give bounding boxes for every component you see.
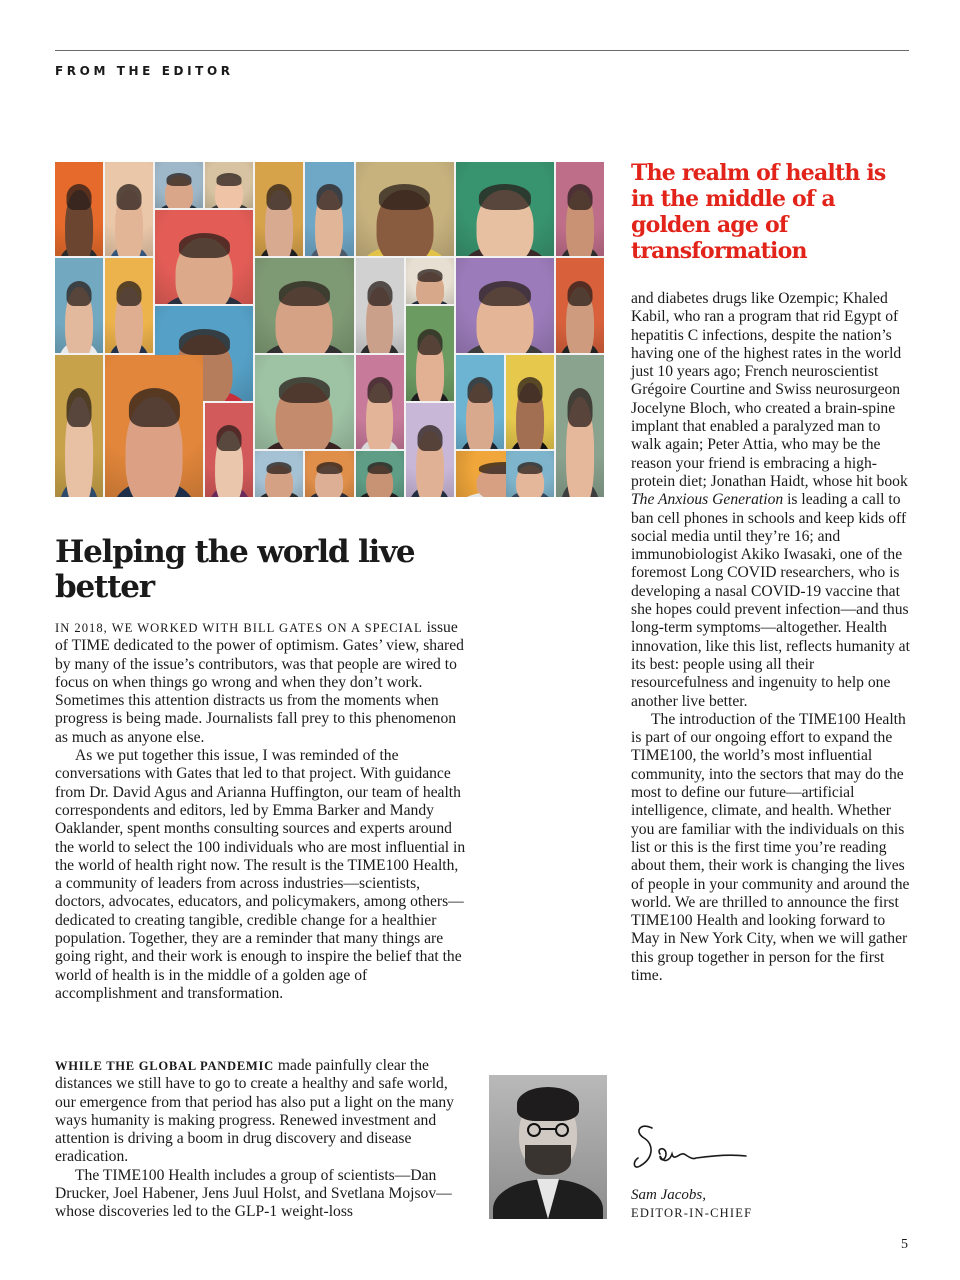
- left-column-bottom: [55, 1057, 467, 1222]
- paragraph-6: The introduction of the TIME100 Health is part of our ongoing effort to expand the TIME100, the world’s most influential community, into the sectors that may do the most to define our future—artificial intelligence, climate, and health. Whether you are familiar with the individuals on this list or this is the first time you’re reading about them, their work is changing the lives of people in your community and around the world. We are thrilled to announce the first TIME100 Health and looking forward to May in New York City, when we will gather this group together in person for the first time.: [631, 710, 910, 984]
- portrait-face: [516, 383, 544, 449]
- collage-portrait: [506, 355, 554, 449]
- editor-portrait: [489, 1075, 607, 1219]
- page-number: 5: [901, 1237, 908, 1252]
- collage-portrait: [155, 210, 253, 304]
- portrait-face: [516, 465, 544, 497]
- collage-portrait: [356, 162, 454, 256]
- portrait-face: [566, 397, 594, 497]
- portrait-face: [376, 190, 433, 256]
- glasses-icon: [523, 1123, 573, 1137]
- collage-portrait: [456, 162, 554, 256]
- portrait-face: [215, 431, 243, 497]
- portrait-face: [316, 465, 344, 497]
- lead-in: IN 2018, WE WORKED WITH BILL GATES ON A SPECIAL: [55, 621, 423, 635]
- portrait-face: [115, 287, 143, 353]
- collage-portrait: [356, 258, 404, 352]
- paragraph-5: [631, 290, 913, 711]
- collage-portrait: [456, 258, 554, 352]
- portrait-face: [65, 397, 93, 497]
- portrait-face: [265, 190, 293, 256]
- portrait-face: [566, 287, 594, 353]
- collage-portrait: [406, 258, 454, 304]
- portrait-face: [416, 335, 444, 401]
- portrait-face: [215, 176, 243, 208]
- collage-portrait: [105, 355, 203, 497]
- collage-portrait: [255, 355, 353, 449]
- collage-portrait: [155, 162, 203, 208]
- portrait-face: [115, 190, 143, 256]
- lead-in-2: WHILE THE GLOBAL PANDEMIC: [55, 1059, 274, 1073]
- article-headline: Helping the world live better: [55, 534, 415, 605]
- collage-portrait: [456, 355, 504, 449]
- portrait-face: [366, 287, 394, 353]
- paragraph-4: The TIME100 Health includes a group of scientists—Dan Drucker, Joel Habener, Jens Juul Holst, and Svetlana Mojsov—whose discoveries led to the GLP-1 weight-loss: [55, 1166, 452, 1221]
- paragraph-5-text-a: and diabetes drugs like Ozempic; Khaled Kabil, who ran a program that rid Egypt of hepatitis C infections, despite the nation’s having one of the highest rates in the world just 10 years ago; French neuroscientist Grégoire Courtine and Swiss neurosurgeon Jocelyne Bloch, who created a brain-spine implant that enabled a paralyzed man to walk again; Peter Attia, who may be the reason your friend is embracing a high-protein diet; Jonathan Haidt, whose hit book: [631, 290, 908, 490]
- collage-portrait: [205, 403, 253, 497]
- collage-portrait: [305, 451, 353, 497]
- portrait-face: [276, 383, 333, 449]
- collage-portrait: [506, 451, 554, 497]
- paragraph-5-text-b: is leading a call to ban cell phones in schools and keep kids off social media until they’re 16; and immunobiologist Akiko Iwasaki, one of the foremost Long COVID researchers, who is developing a nasal COVID-19 vaccine that she hopes could prevent infection—and thus long-term symptoms—altogether. Health innovation, like this list, reflects humanity at its best: people using all their resourcefulness and ingenuity to help one another live better.: [631, 491, 910, 710]
- portrait-face: [416, 272, 444, 304]
- portrait-face: [466, 383, 494, 449]
- portrait-face: [65, 190, 93, 256]
- signature-icon: [630, 1118, 750, 1178]
- collage-portrait: [356, 355, 404, 449]
- left-column-top: [55, 619, 467, 1003]
- paragraph-1: [55, 619, 467, 747]
- paragraph-3-text: made painfully clear the distances we still have to go to create a healthy and safe world, our emergence from that period has also put a light on the many ways humanity is making progress. Renewed investment and attention is driving a boom in drug discovery and disease eradication.: [55, 1057, 454, 1166]
- header-rule: [55, 50, 909, 51]
- section-kicker: FROM THE EDITOR: [55, 64, 234, 78]
- collage-portrait: [556, 162, 604, 256]
- portrait-face: [176, 238, 233, 304]
- book-title: The Anxious Generation: [631, 491, 784, 509]
- paragraph-1-text: issue of TIME dedicated to the power of optimism. Gates’ view, shared by many of the issue’s contributors, was that people are wired to focus on when things go wrong and when they don’t work. Sometimes this attention distracts us from the moments when progress is being made. Journalists fall prey to this phenomenon as much as anyone else.: [55, 619, 464, 746]
- portrait-face: [366, 383, 394, 449]
- collage-portrait: [55, 355, 103, 497]
- collage-portrait: [55, 258, 103, 352]
- signoff-name: Sam Jacobs,: [631, 1187, 706, 1203]
- portrait-face: [566, 190, 594, 256]
- collage-portrait: [356, 451, 404, 497]
- collage-portrait: [255, 258, 353, 352]
- portrait-collage: [55, 162, 604, 497]
- collage-portrait: [406, 403, 454, 497]
- collage-portrait: [556, 258, 604, 352]
- deck-headline: The realm of health is in the middle of a golden age of transformation: [631, 160, 886, 264]
- portrait-face: [366, 465, 394, 497]
- portrait-face: [476, 287, 533, 353]
- collage-portrait: [406, 306, 454, 400]
- portrait-face: [276, 287, 333, 353]
- signoff-title: EDITOR-IN-CHIEF: [631, 1206, 753, 1220]
- collage-portrait: [305, 162, 353, 256]
- collage-portrait: [255, 451, 303, 497]
- portrait-face: [476, 190, 533, 256]
- portrait-face: [416, 431, 444, 497]
- collage-portrait: [255, 162, 303, 256]
- collage-portrait: [105, 162, 153, 256]
- paragraph-2: As we put together this issue, I was reminded of the conversations with Gates that led to that project. With guidance from Dr. David Agus and Arianna Huffington, our team of health correspondents and editors, led by Emma Barker and Mandy Oaklander, spent months consulting sources and experts around the world to select the 100 individuals who are most influential in the world of health right now. The result is the TIME100 Health, a community of leaders from across industries—scientists, doctors, advocates, educators, and policymakers, among others—dedicated to creating tangible, credible change for a healthier population. Together, they are a reminder that many things are going right, and their work is enough to inspire the belief that the world of health is in the middle of a golden age of accomplishment and transformation.: [55, 747, 466, 1002]
- collage-portrait: [55, 162, 103, 256]
- paragraph-3: [55, 1057, 467, 1167]
- portrait-beard: [525, 1145, 571, 1175]
- portrait-face: [65, 287, 93, 353]
- collage-portrait: [556, 355, 604, 497]
- portrait-hair: [517, 1087, 579, 1121]
- portrait-face: [316, 190, 344, 256]
- right-column: [631, 290, 913, 985]
- portrait-face: [265, 465, 293, 497]
- portrait-face: [126, 397, 183, 497]
- collage-portrait: [205, 162, 253, 208]
- collage-portrait: [105, 258, 153, 352]
- portrait-face: [165, 176, 193, 208]
